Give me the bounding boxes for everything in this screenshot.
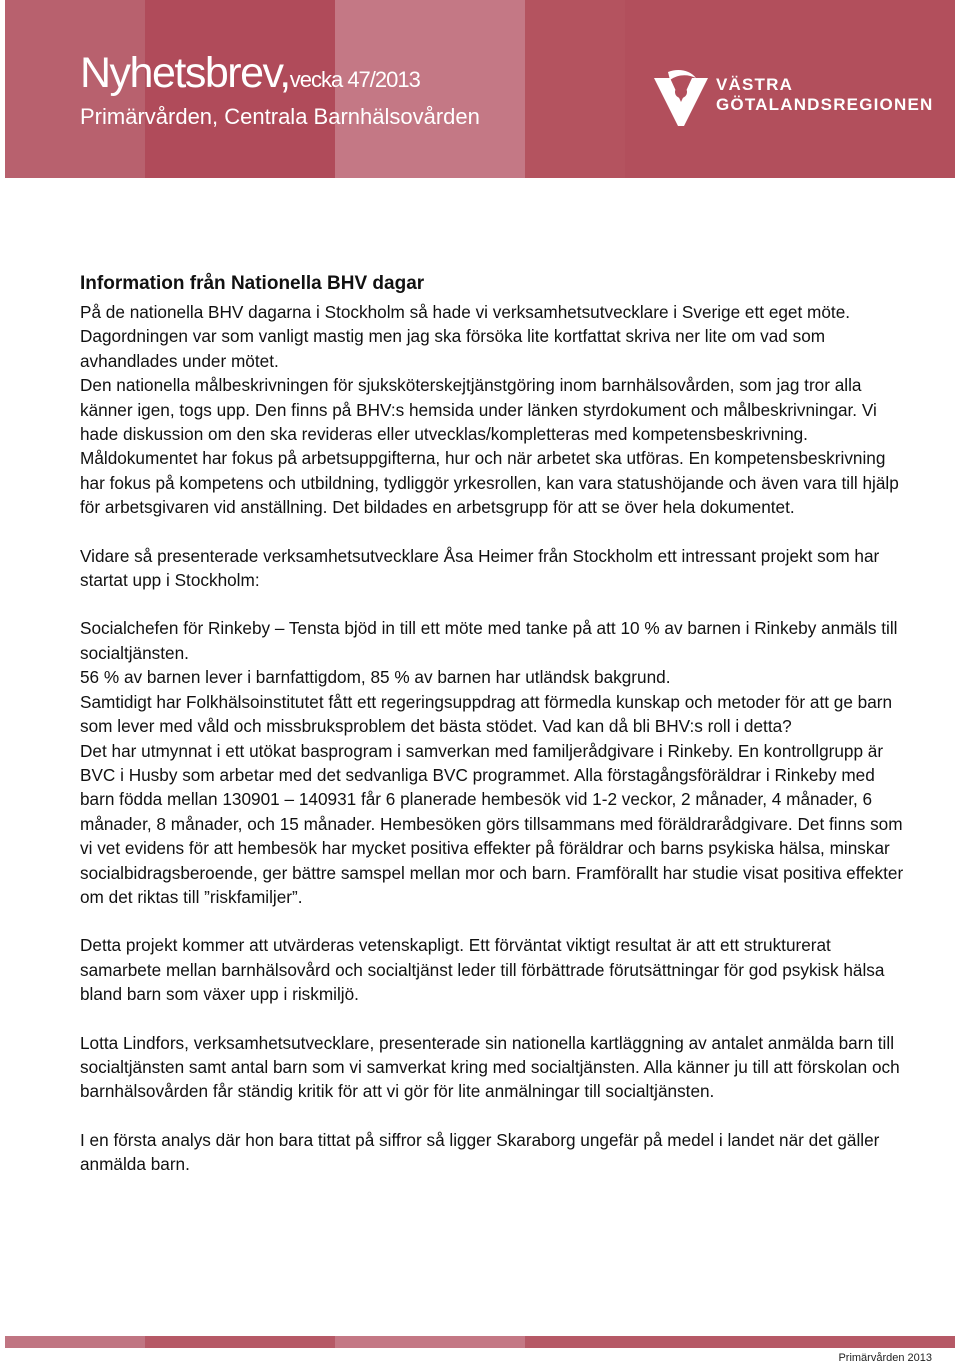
newsletter-title-text: Nyhetsbrev, (80, 49, 290, 97)
logo-line-2: GÖTALANDSREGIONEN (716, 95, 934, 114)
article-heading: Information från Nationella BHV dagar (80, 273, 425, 294)
footer-bar (5, 1336, 955, 1348)
footer-stripe (335, 1336, 525, 1348)
footer-text: Primärvården 2013 (838, 1352, 932, 1364)
article-body (80, 272, 910, 1201)
paragraph-analys: I en första analys där hon bara tittat på siffror så ligger Skaraborg ungefär på medel i landet när det gäller anmälda barn. (80, 1129, 880, 1175)
paragraph-rinkeby: Socialchefen för Rinkeby – Tensta bjöd in till ett möte med tanke på att 10 % av barnen i Rinkeby anmäls till socialtjänsten. 56 % av barnen lever i barnfattigdom, 85 % av barnen har utländsk bakgrund. Samtidigt har Folkhälsoinstitutet fått ett regeringsuppdrag att förmedla kunskap och metoder för att ge barn som lever med våld och missbruksproblem det bästa stödet. Vad kan då bli BHV:s roll i detta? Det har utmynnat i ett utökat basprogram i samverkan med familjerådgivare i Rinkeby. En kontrollgrupp är BVC i Husby som arbetar med det sedvanliga BVC programmet. Alla förstagångsföräldrar i Rinkeby med barn födda mellan 130901 – 140931 får 6 planerade hembesök vid 1-2 veckor, 2 månader, 4 månader, 6 månader, 8 månader, och 15 månader. Hembesöken görs tillsammans med föräldrarådgivare. Det finns som vi vet evidens för att hembesök har mycket positiva effekter på föräldrar och barns psykiska hälsa, minskar socialbidragsberoende, ger bättre samspel mellan mor och barn. Framförallt har studie visat positiva effekter om det riktas till ”riskfamiljer”. (80, 618, 904, 907)
paragraph-mote: På de nationella BHV dagarna i Stockholm så hade vi verksamhetsutvecklare i Sverige ett eget möte. Dagordningen var som vanligt mastig men jag ska försöka lite kortfattat skriva ner lite om vad som avhandlades under mötet. Den nationella målbeskrivningen för sjuksköterskejtjänstgöring inom barnhälsovården, som jag tror alla känner igen, togs upp. Den finns på BHV:s hemsida under länken styrdokument och målbeskrivningar. Vi hade diskussion om den ska revideras eller utvecklas/kompletteras med kompetensbeskrivning. Måldokumentet har fokus på arbetsuppgifterna, hur och när arbetet ska utföras. En kompetensbeskrivning har fokus på kompetens och utbildning, tydliggör yrkesrollen, kan vara statushöjande och även vara till hjälp för arbetsgivaren vid anställning. Det bildades en arbetsgrupp för att se över hela dokumentet. (80, 302, 899, 518)
newsletter-subtitle: Primärvården, Centrala Barnhälsovården (80, 104, 480, 129)
newsletter-title (80, 49, 420, 97)
vgr-logo (650, 68, 934, 130)
paragraph-utvardering: Detta projekt kommer att utvärderas vetenskapligt. Ett förväntat viktigt resultat är att ett strukturerat samarbete mellan barnhälsovård och socialtjänst leder till förbättrade förutsättningar för god psykisk hälsa bland barn som växer upp i riskmiljö. (80, 935, 885, 1005)
newsletter-header (5, 0, 955, 178)
logo-line-1: VÄSTRA (716, 75, 794, 94)
header-stripe (525, 0, 625, 178)
footer-stripe (5, 1336, 145, 1348)
paragraph-projekt-intro: Vidare så presenterade verksamhetsutvecklare Åsa Heimer från Stockholm ett intressant projekt som har startat upp i Stockholm: (80, 545, 880, 591)
newsletter-week: vecka 47/2013 (289, 67, 420, 92)
vgr-logo-icon (650, 68, 712, 130)
paragraph-kartlaggning: Lotta Lindfors, verksamhetsutvecklare, presenterade sin nationella kartläggning av antalet anmälda barn till socialtjänsten samt antal barn som vi samverkat kring med socialtjänsten. Alla känner ju till att förskolan och barnhälsovården får ständig kritik för att vi gör för lite anmälningar till socialtjänsten. (80, 1032, 900, 1102)
vgr-logo-text (716, 75, 933, 115)
